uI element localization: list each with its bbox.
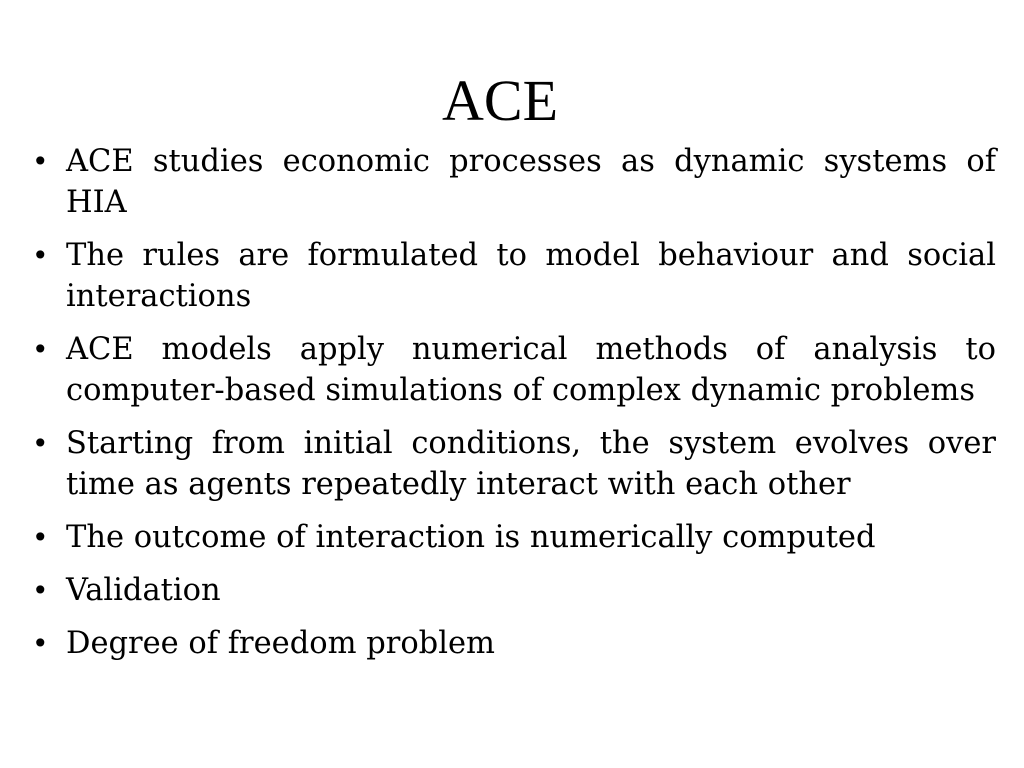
bullet-text: The outcome of interaction is numerically computed: [66, 520, 876, 555]
bullet-text: The rules are formulated to model behaviour and social interactions: [66, 238, 996, 314]
bullet-item: [32, 329, 996, 411]
bullet-item: [32, 517, 996, 558]
bullet-text: Degree of freedom problem: [66, 626, 495, 661]
bullet-text: ACE models apply numerical methods of analysis to computer-based simulations of complex dynamic problems: [66, 332, 996, 408]
bullet-icon: •: [32, 574, 49, 607]
bullet-icon: •: [32, 427, 49, 460]
bullet-item: [32, 570, 996, 611]
bullet-icon: •: [32, 333, 49, 366]
bullet-icon: •: [32, 521, 49, 554]
bullet-item: [32, 141, 996, 223]
bullet-text: ACE studies economic processes as dynamic systems of HIA: [66, 144, 996, 220]
bullet-text: Starting from initial conditions, the system evolves over time as agents repeatedly interact with each other: [66, 426, 996, 502]
bullet-icon: •: [32, 239, 49, 272]
bullet-list: [32, 141, 996, 676]
bullet-item: [32, 423, 996, 505]
slide-title: ACE: [442, 68, 558, 133]
bullet-item: [32, 623, 996, 664]
bullet-icon: •: [32, 145, 49, 178]
bullet-item: [32, 235, 996, 317]
bullet-text: Validation: [66, 573, 221, 608]
bullet-icon: •: [32, 627, 49, 660]
